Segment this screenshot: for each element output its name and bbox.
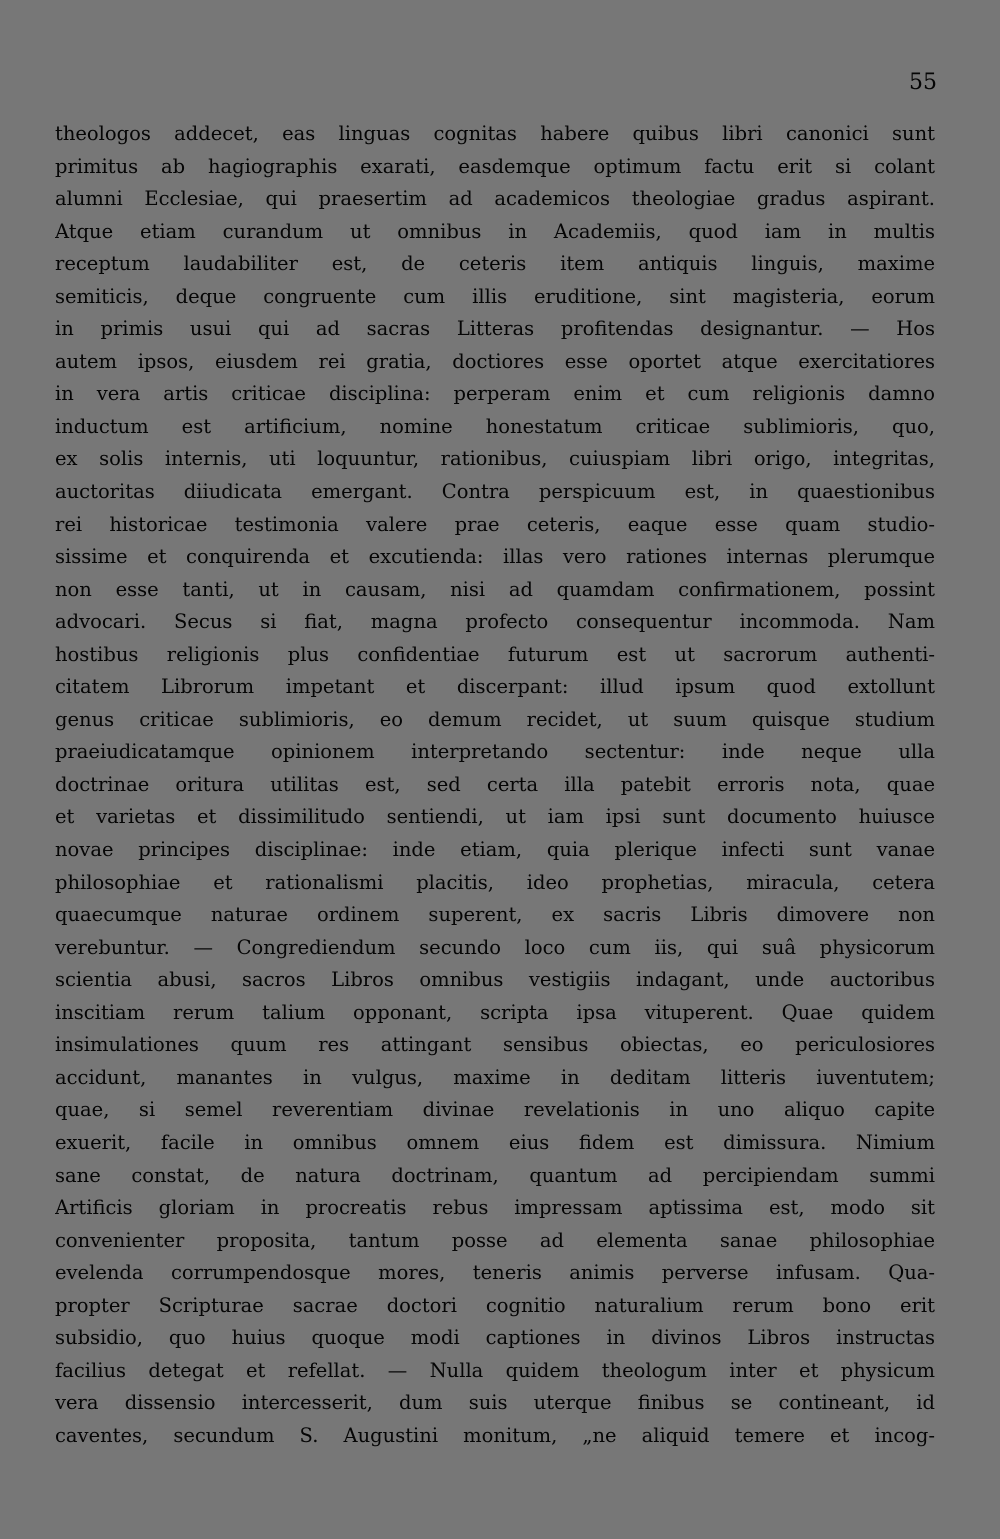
text-line: in vera artis criticae disciplina: perperam enim et cum religionis damno	[55, 382, 935, 406]
text-line: autem ipsos, eiusdem rei gratia, doctiores esse oportet atque exercitatiores	[55, 349, 935, 373]
text-line: accidunt, manantes in vulgus, maxime in deditam litteris iuventutem;	[55, 1065, 935, 1089]
text-line: hostibus religionis plus confidentiae futurum est ut sacrorum authenti-	[55, 642, 935, 666]
text-line: insimulationes quum res attingant sensibus obiectas, eo periculosiores	[55, 1033, 935, 1057]
text-line: Atque etiam curandum ut omnibus in Academiis, quod iam in multis	[55, 219, 935, 243]
text-line: scientia abusi, sacros Libros omnibus vestigiis indagant, unde auctoribus	[55, 968, 935, 992]
text-line: theologos addecet, eas linguas cognitas habere quibus libri canonici sunt	[55, 122, 935, 145]
text-line: verebuntur. — Congrediendum secundo loco cum iis, qui suâ physicorum	[55, 935, 935, 959]
text-line: inductum est artificium, nomine honestatum criticae sublimioris, quo,	[55, 414, 935, 438]
text-line: facilius detegat et refellat. — Nulla quidem theologum inter et physicum	[55, 1358, 935, 1382]
text-line: non esse tanti, ut in causam, nisi ad quamdam confirmationem, possint	[55, 577, 935, 601]
text-line: rei historicae testimonia valere prae ceteris, eaque esse quam studio-	[55, 512, 935, 536]
text-line: receptum laudabiliter est, de ceteris item antiquis linguis, maxime	[55, 252, 935, 276]
text-line: Artificis gloriam in procreatis rebus impressam aptissima est, modo sit	[55, 1196, 935, 1220]
text-line: sane constat, de natura doctrinam, quantum ad percipiendam summi	[55, 1163, 935, 1187]
text-line: subsidio, quo huius quoque modi captiones in divinos Libros instructas	[55, 1326, 935, 1350]
text-line: genus criticae sublimioris, eo demum recidet, ut suum quisque studium	[55, 707, 935, 731]
text-line: advocari. Secus si fiat, magna profecto consequentur incommoda. Nam	[55, 610, 935, 634]
text-line: evelenda corrumpendosque mores, teneris animis perverse infusam. Qua-	[55, 1261, 935, 1285]
text-line: novae principes disciplinae: inde etiam, quia plerique infecti sunt vanae	[55, 838, 935, 862]
text-line: auctoritas diiudicata emergant. Contra perspicuum est, in quaestionibus	[55, 480, 935, 504]
text-line: inscitiam rerum talium opponant, scripta ipsa vituperent. Quae quidem	[55, 1000, 935, 1024]
text-line: in primis usui qui ad sacras Litteras profitendas designantur. — Hos	[55, 317, 935, 341]
text-line: vera dissensio intercesserit, dum suis uterque finibus se contineant, id	[55, 1391, 935, 1415]
text-line: primitus ab hagiographis exarati, easdemque optimum factu erit si colant	[55, 154, 935, 178]
text-line: convenienter proposita, tantum posse ad elementa sanae philosophiae	[55, 1228, 935, 1252]
body-text	[55, 118, 935, 1452]
text-line: exuerit, facile in omnibus omnem eius fidem est dimissura. Nimium	[55, 1130, 935, 1154]
page-number: 55	[909, 70, 937, 95]
text-line: et varietas et dissimilitudo sentiendi, ut iam ipsi sunt documento huiusce	[55, 805, 935, 829]
text-line: semiticis, deque congruente cum illis eruditione, sint magisteria, eorum	[55, 284, 935, 308]
text-line: quae, si semel reverentiam divinae revelationis in uno aliquo capite	[55, 1098, 935, 1122]
text-line: sissime et conquirenda et excutienda: illas vero rationes internas plerumque	[55, 545, 935, 569]
text-line: ex solis internis, uti loquuntur, rationibus, cuiuspiam libri origo, integritas,	[55, 447, 935, 471]
text-line: propter Scripturae sacrae doctori cognitio naturalium rerum bono erit	[55, 1293, 935, 1317]
text-line: praeiudicatamque opinionem interpretando sectentur: inde neque ulla	[55, 740, 935, 764]
text-line: citatem Librorum impetant et discerpant: illud ipsum quod extollunt	[55, 675, 935, 699]
text-line: caventes, secundum S. Augustini monitum, „ne aliquid temere et incog-	[55, 1423, 935, 1447]
text-line: doctrinae oritura utilitas est, sed certa illa patebit erroris nota, quae	[55, 772, 935, 796]
text-line: philosophiae et rationalismi placitis, ideo prophetias, miracula, cetera	[55, 870, 935, 894]
text-line: quaecumque naturae ordinem superent, ex sacris Libris dimovere non	[55, 903, 935, 927]
text-line: alumni Ecclesiae, qui praesertim ad academicos theologiae gradus aspirant.	[55, 187, 935, 211]
